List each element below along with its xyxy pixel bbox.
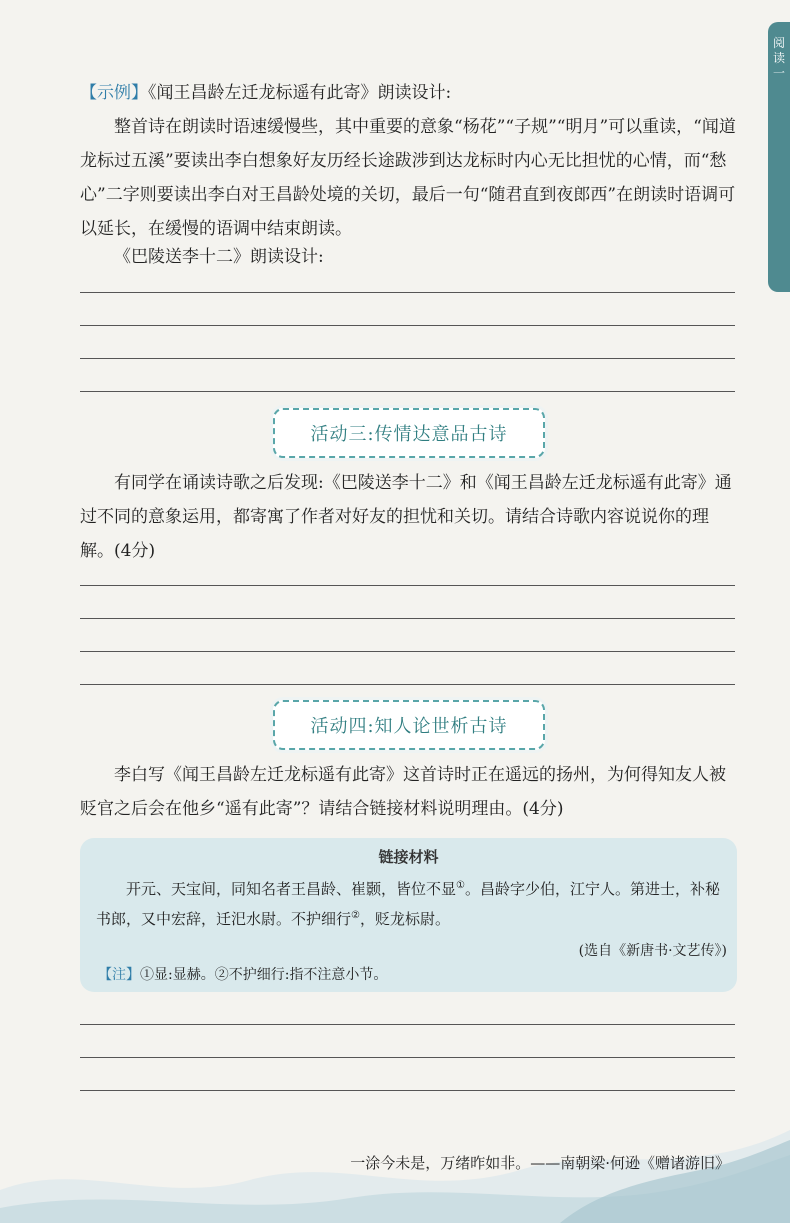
note-tag: 【注】 xyxy=(98,967,140,983)
answer-line[interactable] xyxy=(80,684,735,685)
activity3-title: 活动三:传情达意品古诗 xyxy=(310,424,508,445)
note-text: ①显:显赫。②不护细行:指不注意小节。 xyxy=(140,967,388,983)
example-body: 整首诗在朗读时语速缓慢些，其中重要的意象“杨花”“子规”“明月”可以重读，“闻道龙标过五溪”要读出李白想象好友历经长途跋涉到达龙标时内心无比担忧的心情，而“愁心”二字则要读出李白对王昌龄处境的关切，最后一句“随君直到夜郎西”在朗读时语调可以延长，在缓慢的语调中结束朗读。 xyxy=(80,117,736,239)
example-heading xyxy=(80,76,740,110)
side-tab xyxy=(768,22,790,292)
footnote-ref-2: ② xyxy=(351,910,360,921)
footnote-ref-1: ① xyxy=(456,880,465,891)
answer-line[interactable] xyxy=(80,1057,735,1058)
footer-quote: 一涂今未是，万绪昨如非。——南朝梁·何逊《赠诸游旧》 xyxy=(350,1154,730,1172)
activity3-banner xyxy=(273,408,545,458)
linked-material-box xyxy=(80,838,737,992)
answer-line[interactable] xyxy=(80,1090,735,1091)
material-text-3: ，贬龙标尉。 xyxy=(359,910,450,928)
reading-design-prompt: 《巴陵送李十二》朗读设计: xyxy=(114,247,324,267)
activity4-title: 活动四:知人论世析古诗 xyxy=(310,716,508,737)
answer-line[interactable] xyxy=(80,292,735,293)
answer-line[interactable] xyxy=(80,325,735,326)
activity4-banner xyxy=(273,700,545,750)
answer-line[interactable] xyxy=(80,618,735,619)
answer-line[interactable] xyxy=(80,391,735,392)
answer-line[interactable] xyxy=(80,651,735,652)
activity3-question: 有同学在诵读诗歌之后发现:《巴陵送李十二》和《闻王昌龄左迁龙标遥有此寄》通过不同的意象运用，都寄寓了作者对好友的担忧和关切。请结合诗歌内容说说你的理解。(4分) xyxy=(80,473,732,561)
answer-line[interactable] xyxy=(80,1024,735,1025)
example-title: 《闻王昌龄左迁龙标遥有此寄》朗读设计: xyxy=(148,83,452,103)
example-tag: 【示例】 xyxy=(80,83,148,103)
material-text-1: 开元、天宝间，同知名者王昌龄、崔颢，皆位不显 xyxy=(126,880,457,898)
activity4-question: 李白写《闻王昌龄左迁龙标遥有此寄》这首诗时正在遥远的扬州，为何得知友人被贬官之后会在他乡“遥有此寄”？请结合链接材料说明理由。(4分) xyxy=(80,765,726,819)
material-body xyxy=(96,874,721,934)
material-text-2: 。昌龄字少伯，江宁人。第进士，补秘书郎，又中宏辞，迁汜水尉。不护细行 xyxy=(96,880,720,928)
material-title: 链接材料 xyxy=(378,848,439,866)
answer-line[interactable] xyxy=(80,585,735,586)
side-tab-text: 阅读一 xyxy=(773,36,786,80)
material-source: (选自《新唐书·文艺传》) xyxy=(578,943,727,959)
answer-line[interactable] xyxy=(80,358,735,359)
material-note xyxy=(98,964,387,984)
